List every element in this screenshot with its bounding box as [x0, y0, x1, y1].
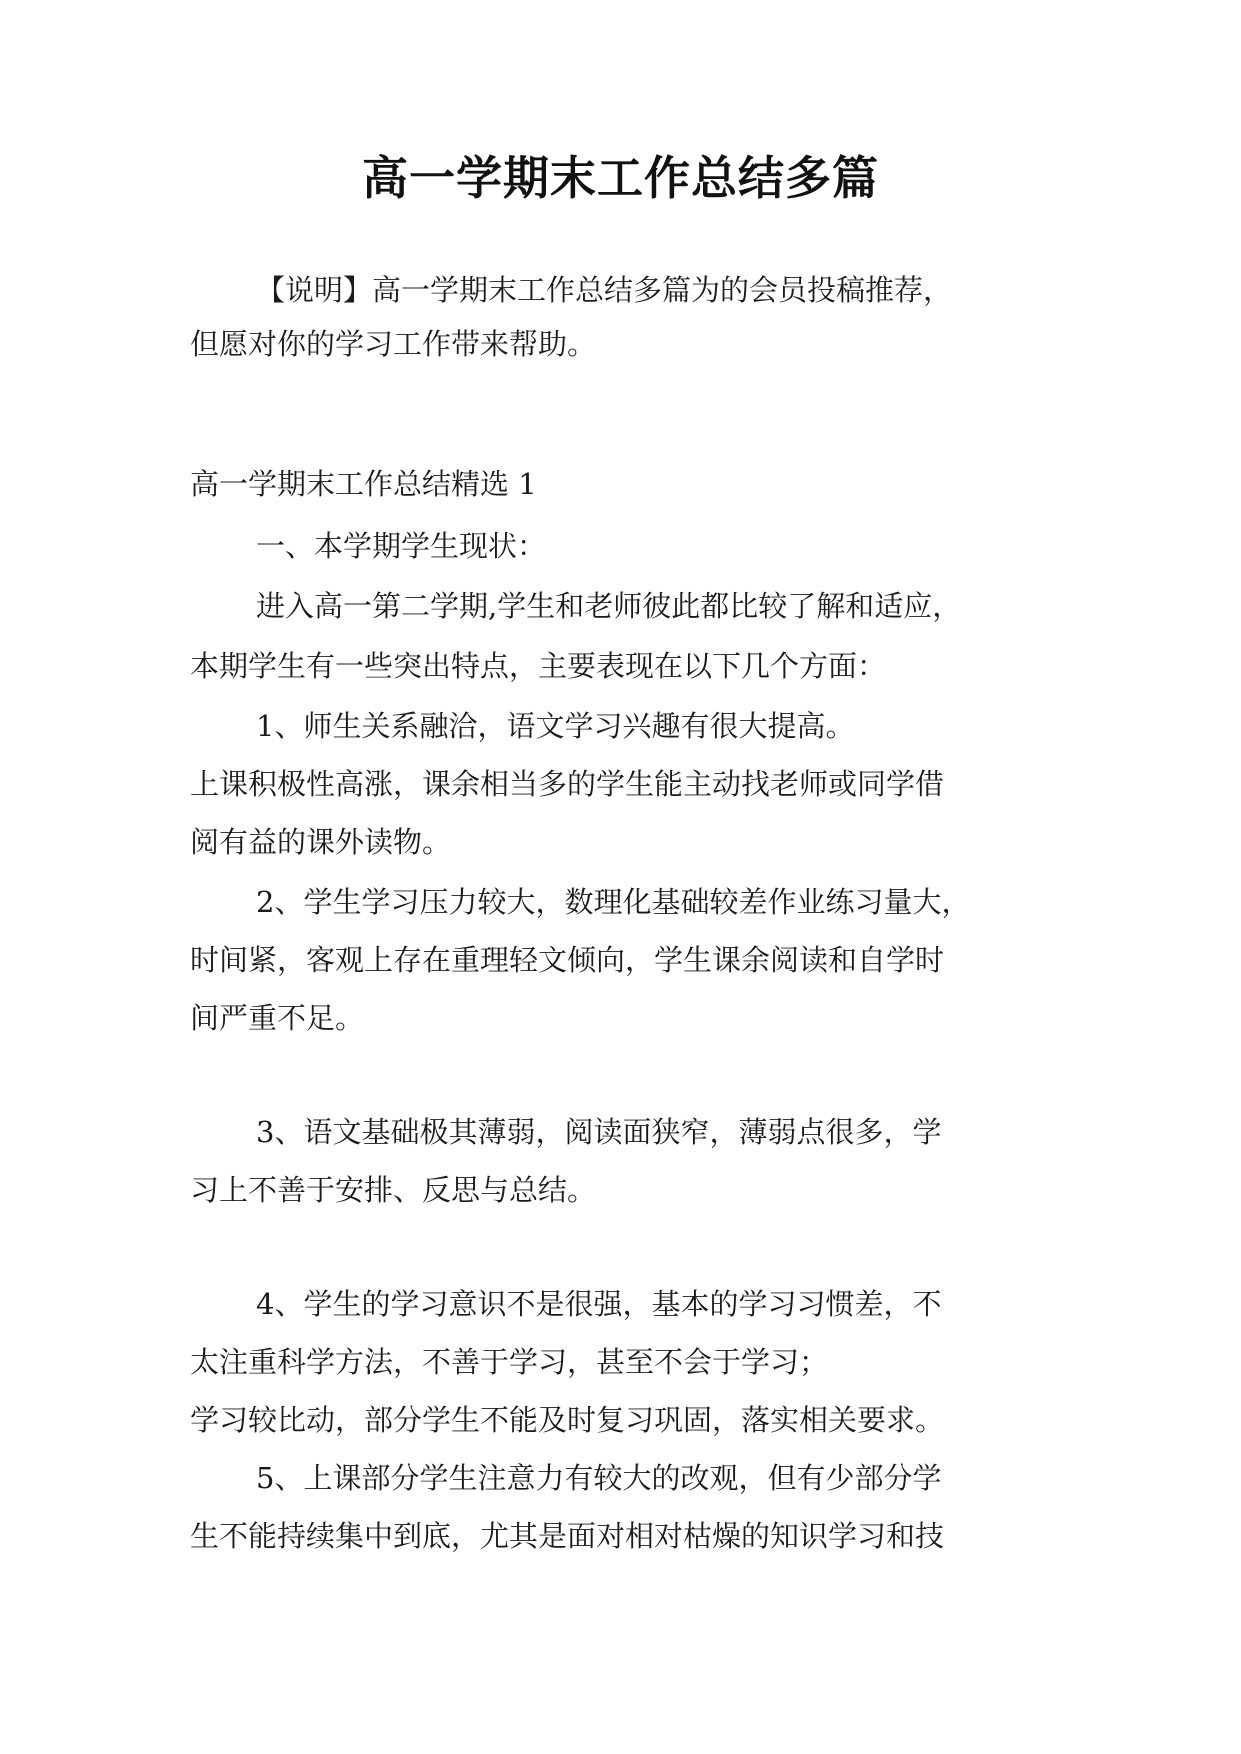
paragraph-line: 太注重科学方法，不善于学习，甚至不会于学习；: [190, 1345, 829, 1379]
list-item-line: 1、师生关系融洽，语文学习兴趣有很大提高。: [256, 709, 855, 743]
document-title: 高一学期末工作总结多篇: [362, 151, 879, 205]
paragraph-line: 时间紧，客观上存在重理轻文倾向，学生课余阅读和自学时: [190, 943, 945, 977]
list-item-line: 4、学生的学习意识不是很强，基本的学习习惯差，不: [256, 1287, 942, 1321]
paragraph-line: 上课积极性高涨，课余相当多的学生能主动找老师或同学借: [190, 767, 945, 801]
paragraph-line: 间严重不足。: [190, 1001, 365, 1035]
list-item-line: 3、语文基础极其薄弱，阅读面狭窄，薄弱点很多，学: [256, 1115, 942, 1149]
paragraph-line: 生不能持续集中到底，尤其是面对相对枯燥的知识学习和技: [190, 1519, 945, 1553]
paragraph-line: 阅有益的课外读物。: [190, 825, 452, 859]
paragraph-line: 【说明】高一学期末工作总结多篇为的会员投稿推荐，: [256, 273, 953, 307]
paragraph-line: 本期学生有一些突出特点，主要表现在以下几个方面：: [190, 649, 887, 683]
subsection-heading: 一、本学期学生现状：: [256, 529, 547, 563]
list-item-line: 5、上课部分学生注意力有较大的改观，但有少部分学: [256, 1461, 942, 1495]
paragraph-line: 但愿对你的学习工作带来帮助。: [190, 327, 597, 361]
list-item-line: 2、学生学习压力较大，数理化基础较差作业练习量大，: [256, 885, 971, 919]
paragraph-line: 进入高一第二学期,学生和老师彼此都比较了解和适应，: [256, 589, 962, 623]
paragraph-line: 习上不善于安排、反思与总结。: [190, 1173, 597, 1207]
paragraph-line: 学习较比动，部分学生不能及时复习巩固，落实相关要求。: [190, 1403, 945, 1437]
section-heading: 高一学期末工作总结精选 1: [190, 467, 537, 501]
